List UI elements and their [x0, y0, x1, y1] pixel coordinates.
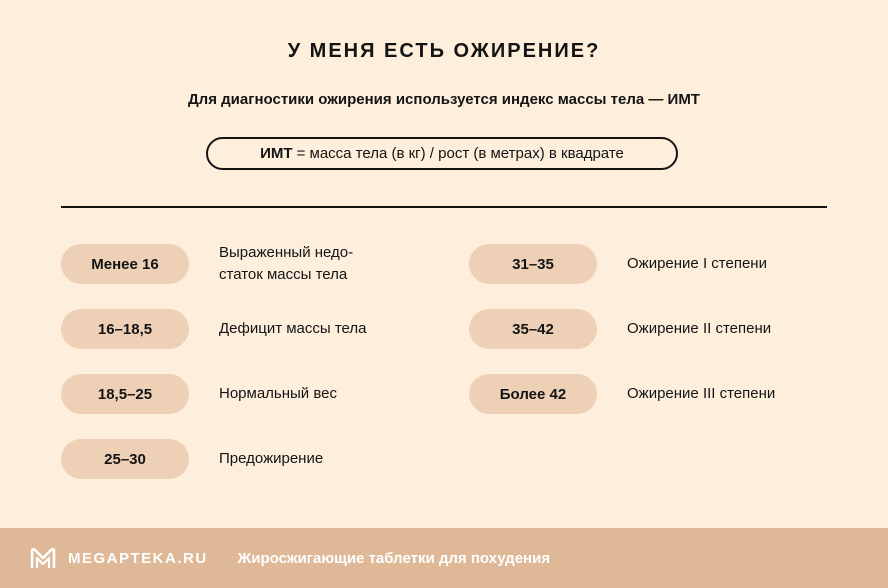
- footer-bar: [0, 528, 888, 588]
- bmi-range-pill: 18,5–25: [61, 374, 189, 414]
- bmi-range-pill: 16–18,5: [61, 309, 189, 349]
- bmi-row: [61, 309, 366, 349]
- bmi-row: [61, 374, 337, 414]
- bmi-row: [469, 374, 775, 414]
- formula-definition: = масса тела (в кг) / рост (в метрах) в квадрате: [296, 145, 624, 162]
- page-title: У МЕНЯ ЕСТЬ ОЖИРЕНИЕ?: [287, 40, 601, 62]
- bmi-category-label: Нормальный вес: [219, 385, 337, 402]
- bmi-category-label: Ожирение II степени: [627, 320, 772, 337]
- divider-line: [61, 206, 827, 208]
- formula-term: ИМТ: [260, 145, 293, 162]
- page-subtitle: Для диагностики ожирения используется индекс массы тела — ИМТ: [188, 91, 700, 108]
- bmi-row: [61, 244, 353, 284]
- bmi-row: [61, 439, 323, 479]
- footer-tagline: Жиросжигающие таблетки для похудения: [237, 549, 551, 567]
- bmi-range-pill: Менее 16: [61, 244, 189, 284]
- bmi-range-pill: Более 42: [469, 374, 597, 414]
- megapteka-logo-icon: [30, 547, 56, 569]
- bmi-category-label: Дефицит массы тела: [219, 320, 367, 337]
- logo-text[interactable]: MEGAPTEKA.RU: [68, 549, 208, 567]
- bmi-category-label: Ожирение I степени: [627, 255, 767, 272]
- bmi-row: [469, 244, 767, 284]
- bmi-category-label: Выраженный недо- статок массы тела: [219, 244, 354, 283]
- bmi-category-label: Ожирение III степени: [627, 385, 776, 402]
- bmi-range-pill: 25–30: [61, 439, 189, 479]
- bmi-formula-box: [206, 137, 678, 170]
- bmi-range-pill: 31–35: [469, 244, 597, 284]
- bmi-category-label: Предожирение: [219, 450, 324, 467]
- bmi-range-pill: 35–42: [469, 309, 597, 349]
- bmi-row: [469, 309, 771, 349]
